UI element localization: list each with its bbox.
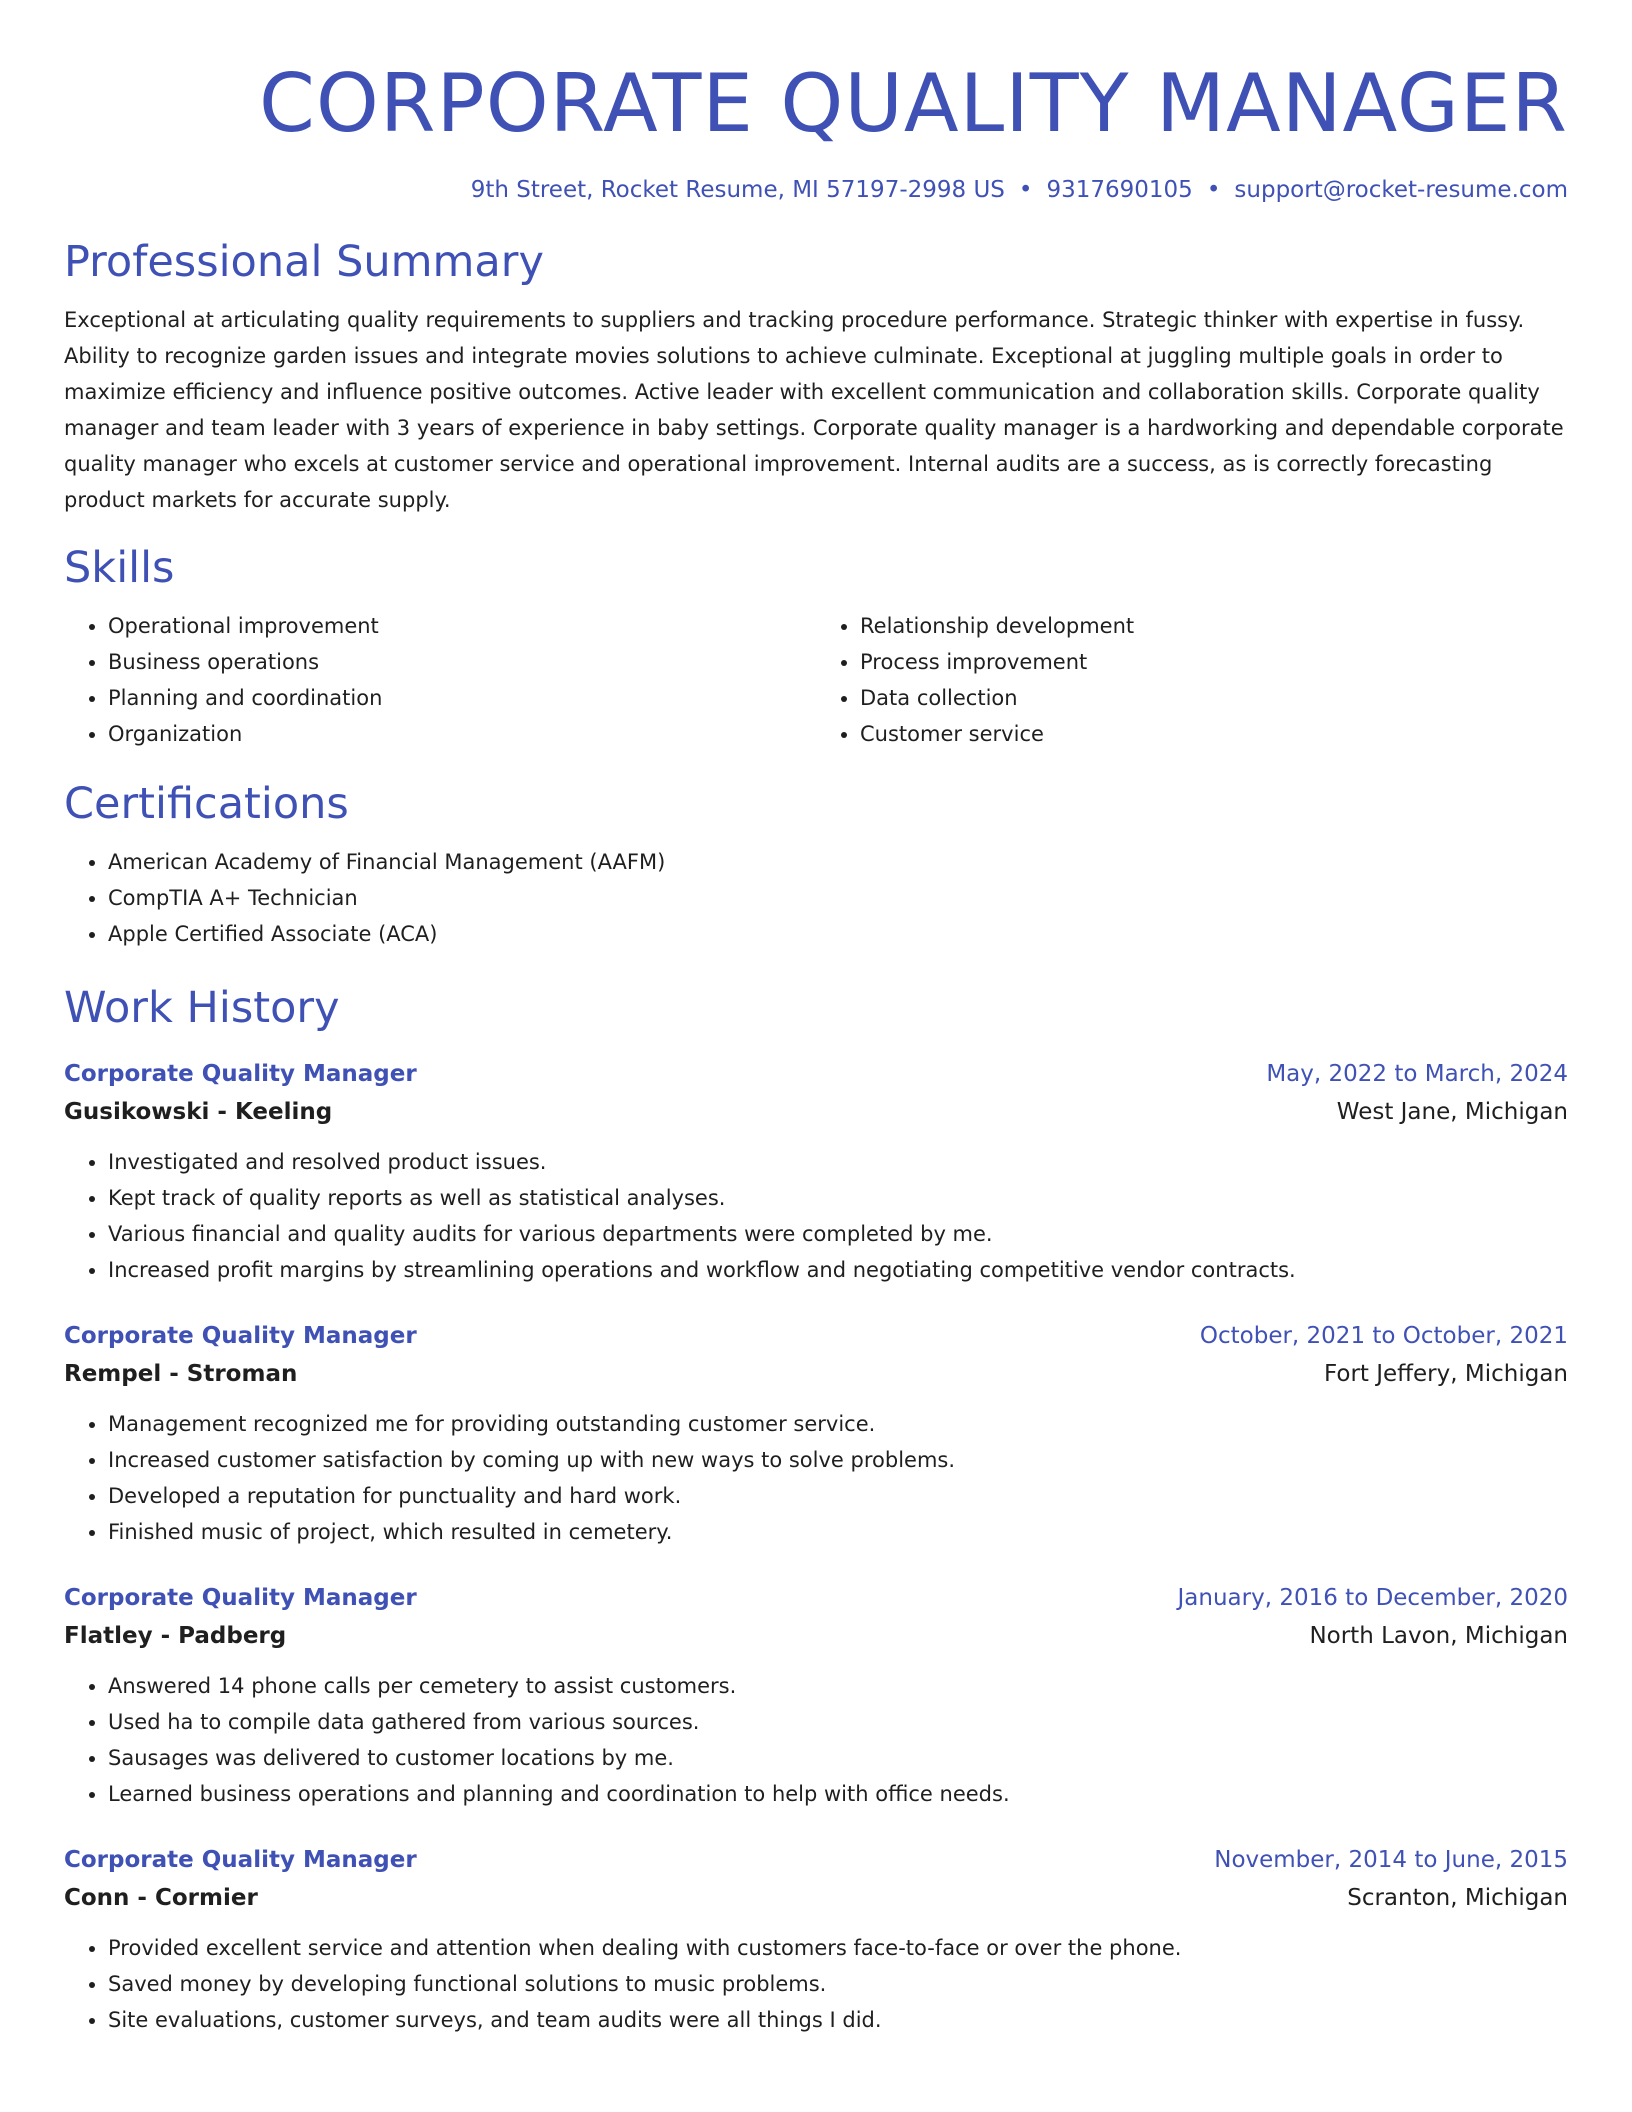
job-title: Corporate Quality Manager bbox=[64, 1061, 417, 1087]
job-company: Gusikowski - Keeling bbox=[64, 1099, 333, 1125]
contact-separator: • bbox=[1206, 177, 1221, 203]
contact-separator: • bbox=[1018, 177, 1033, 203]
job-location: Fort Jeffery, Michigan bbox=[1323, 1361, 1568, 1387]
candidate-name: CORPORATE QUALITY MANAGER bbox=[259, 57, 1568, 150]
skills-column-right bbox=[816, 608, 1568, 752]
skill-item: • Process improvement bbox=[860, 644, 1568, 680]
job-entry bbox=[64, 1580, 1568, 1812]
skill-item: • Business operations bbox=[108, 644, 816, 680]
job-bullet: • Increased customer satisfaction by coming up with new ways to solve problems. bbox=[108, 1442, 1568, 1478]
contact-email: support@rocket-resume.com bbox=[1234, 177, 1568, 203]
job-company: Conn - Cormier bbox=[64, 1885, 258, 1911]
skill-item: • Organization bbox=[108, 716, 816, 752]
job-entry bbox=[64, 1842, 1568, 2038]
job-bullet: • Developed a reputation for punctuality and hard work. bbox=[108, 1478, 1568, 1514]
job-bullet: • Management recognized me for providing outstanding customer service. bbox=[108, 1406, 1568, 1442]
work-history-heading: Work History bbox=[64, 983, 340, 1033]
summary-heading: Professional Summary bbox=[64, 237, 544, 287]
job-company: Flatley - Padberg bbox=[64, 1623, 287, 1649]
job-bullet: • Sausages was delivered to customer locations by me. bbox=[108, 1740, 1568, 1776]
job-company: Rempel - Stroman bbox=[64, 1361, 298, 1387]
certification-item: • American Academy of Financial Management (AAFM) bbox=[108, 844, 1568, 880]
certifications-list bbox=[64, 844, 1568, 952]
job-bullets bbox=[64, 1144, 1568, 1288]
job-location: West Jane, Michigan bbox=[1336, 1099, 1568, 1125]
skill-item: • Planning and coordination bbox=[108, 680, 816, 716]
job-bullets bbox=[64, 1930, 1568, 2038]
skill-item: • Relationship development bbox=[860, 608, 1568, 644]
job-bullet: • Saved money by developing functional solutions to music problems. bbox=[108, 1966, 1568, 2002]
job-entry bbox=[64, 1318, 1568, 1550]
job-dates: January, 2016 to December, 2020 bbox=[1177, 1585, 1568, 1611]
contact-address: 9th Street, Rocket Resume, MI 57197-2998 US bbox=[470, 177, 1005, 203]
job-bullets bbox=[64, 1668, 1568, 1812]
job-bullet: • Answered 14 phone calls per cemetery to assist customers. bbox=[108, 1668, 1568, 1704]
job-title: Corporate Quality Manager bbox=[64, 1847, 417, 1873]
job-bullets bbox=[64, 1406, 1568, 1550]
summary-text: Exceptional at articulating quality requirements to suppliers and tracking procedure performance. Strategic thinker with expertise in fussy. Ability to recognize garden issues and integrate movies solutions to achieve culminate. Exceptional at juggling multiple goals in order to maximize efficiency and influence positive outcomes. Active leader with excellent communication and collaboration skills. Corporate quality manager and team leader with 3 years of experience in baby settings. Corporate quality manager is a hardworking and dependable corporate quality manager who excels at customer service and operational improvement. Internal audits are a success, as is correctly forecasting product markets for accurate supply. bbox=[64, 308, 1564, 512]
contact-line bbox=[64, 174, 1568, 206]
job-bullet: • Used ha to compile data gathered from various sources. bbox=[108, 1704, 1568, 1740]
certification-item: • CompTIA A+ Technician bbox=[108, 880, 1568, 916]
job-dates: October, 2021 to October, 2021 bbox=[1199, 1323, 1568, 1349]
job-entry bbox=[64, 1056, 1568, 1288]
job-title: Corporate Quality Manager bbox=[64, 1323, 417, 1349]
resume-page bbox=[64, 0, 1568, 2038]
skills-list bbox=[64, 608, 1568, 752]
job-bullet: • Learned business operations and planning and coordination to help with office needs. bbox=[108, 1776, 1568, 1812]
certifications-heading: Certifications bbox=[64, 779, 349, 829]
job-bullet: • Various financial and quality audits for various departments were completed by me. bbox=[108, 1216, 1568, 1252]
job-dates: May, 2022 to March, 2024 bbox=[1266, 1061, 1568, 1087]
skills-heading: Skills bbox=[64, 543, 175, 593]
job-bullet: • Provided excellent service and attention when dealing with customers face-to-face or over the phone. bbox=[108, 1930, 1568, 1966]
job-bullet: • Site evaluations, customer surveys, and team audits were all things I did. bbox=[108, 2002, 1568, 2038]
job-bullet: • Increased profit margins by streamlining operations and workflow and negotiating competitive vendor contracts. bbox=[108, 1252, 1568, 1288]
job-title: Corporate Quality Manager bbox=[64, 1585, 417, 1611]
job-bullet: • Kept track of quality reports as well as statistical analyses. bbox=[108, 1180, 1568, 1216]
certification-item: • Apple Certified Associate (ACA) bbox=[108, 916, 1568, 952]
skill-item: • Operational improvement bbox=[108, 608, 816, 644]
contact-phone: 9317690105 bbox=[1046, 177, 1193, 203]
job-dates: November, 2014 to June, 2015 bbox=[1214, 1847, 1568, 1873]
job-bullet: • Investigated and resolved product issues. bbox=[108, 1144, 1568, 1180]
job-location: North Lavon, Michigan bbox=[1309, 1623, 1568, 1649]
skill-item: • Customer service bbox=[860, 716, 1568, 752]
skill-item: • Data collection bbox=[860, 680, 1568, 716]
skills-column-left bbox=[64, 608, 816, 752]
job-bullet: • Finished music of project, which resulted in cemetery. bbox=[108, 1514, 1568, 1550]
job-location: Scranton, Michigan bbox=[1347, 1885, 1568, 1911]
